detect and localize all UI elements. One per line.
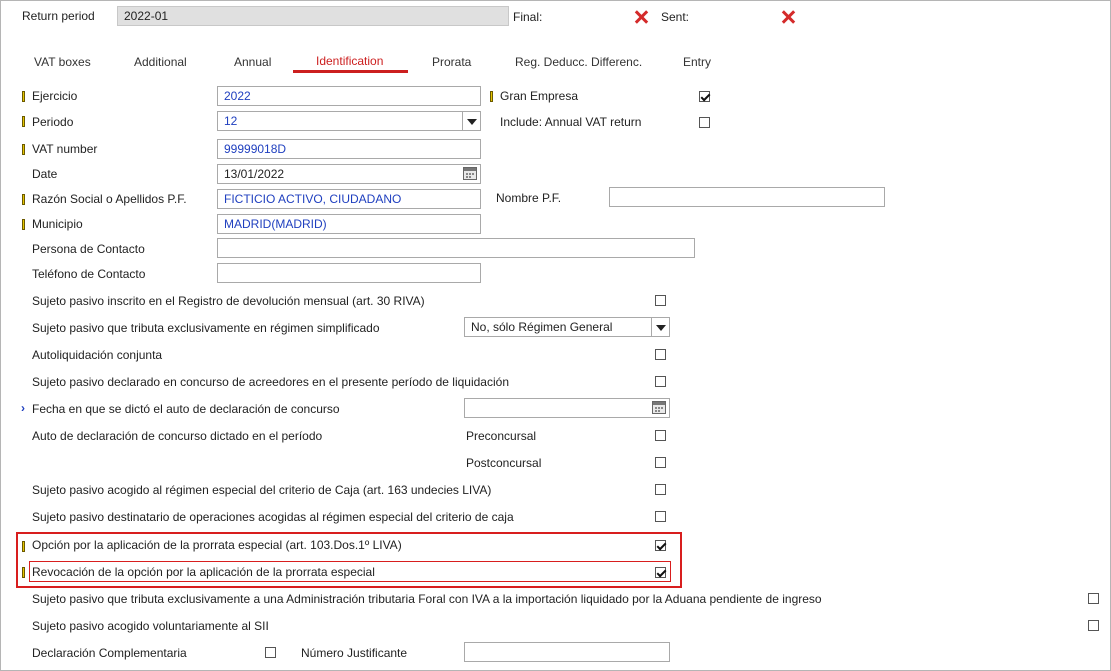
return-period-label: Return period (22, 9, 95, 23)
tab-reg-deducc-differenc[interactable]: Reg. Deducc. Differenc. (515, 55, 643, 69)
regimen-simplificado-value: No, sólo Régimen General (471, 320, 613, 334)
postconcursal-checkbox[interactable] (655, 457, 666, 468)
gran-empresa-label: Gran Empresa (500, 89, 579, 103)
regimen-simplificado-label: Sujeto pasivo que tributa exclusivamente en régimen simplificado (32, 321, 380, 335)
date-field[interactable] (217, 164, 481, 184)
telefono-contacto-label: Teléfono de Contacto (32, 267, 146, 281)
numero-justificante-label: Número Justificante (301, 646, 408, 660)
tab-vat-boxes[interactable]: VAT boxes (34, 55, 91, 69)
date-label: Date (32, 167, 58, 181)
administracion-foral-checkbox[interactable] (1088, 593, 1099, 604)
required-marker (22, 541, 25, 552)
gran-empresa-checkbox[interactable] (699, 91, 710, 102)
chevron-right-icon: › (21, 401, 25, 415)
registro-devolucion-checkbox[interactable] (655, 295, 666, 306)
administracion-foral-label: Sujeto pasivo que tributa exclusivamente a una Administración tributaria Foral con IVA a la importación liquidado por la Aduana pendiente de ingreso (32, 592, 822, 606)
tab-entry[interactable]: Entry (683, 55, 712, 69)
revocacion-prorrata-checkbox[interactable] (655, 567, 666, 578)
required-marker (22, 194, 25, 205)
telefono-contacto-field[interactable] (217, 263, 481, 283)
final-label: Final: (513, 10, 543, 24)
sii-voluntario-checkbox[interactable] (1088, 620, 1099, 631)
required-marker (22, 116, 25, 127)
tab-additional[interactable]: Additional (134, 55, 187, 69)
numero-justificante-field[interactable] (464, 642, 670, 662)
fecha-auto-concurso-label: Fecha en que se dictó el auto de declaración de concurso (32, 402, 340, 416)
municipio-field[interactable]: MADRID(MADRID) (217, 214, 481, 234)
cross-icon (634, 10, 648, 24)
required-marker (22, 144, 25, 155)
include-annual-label: Include: Annual VAT return (500, 115, 642, 129)
required-marker (490, 91, 493, 102)
required-marker (22, 219, 25, 230)
tab-identification[interactable]: Identification (316, 54, 384, 68)
razon-social-field[interactable]: FICTICIO ACTIVO, CIUDADANO (217, 189, 481, 209)
prorrata-especial-checkbox[interactable] (655, 540, 666, 551)
required-marker (22, 91, 25, 102)
tab-annual[interactable]: Annual (234, 55, 272, 69)
persona-contacto-label: Persona de Contacto (32, 242, 145, 256)
active-tab-underline (293, 70, 408, 73)
declaracion-complementaria-checkbox[interactable] (265, 647, 276, 658)
preconcursal-label: Preconcursal (466, 429, 537, 443)
autoliquidacion-conjunta-label: Autoliquidación conjunta (32, 348, 163, 362)
include-annual-checkbox[interactable] (699, 117, 710, 128)
return-period-field[interactable]: 2022-01 (117, 6, 509, 26)
razon-social-label: Razón Social o Apellidos P.F. (32, 192, 187, 206)
nombre-pf-label: Nombre P.F. (496, 191, 562, 205)
nombre-pf-field[interactable] (609, 187, 885, 207)
registro-devolucion-label: Sujeto pasivo inscrito en el Registro de devolución mensual (art. 30 RIVA) (32, 294, 425, 308)
cross-icon (781, 10, 795, 24)
autoliquidacion-conjunta-checkbox[interactable] (655, 349, 666, 360)
postconcursal-label: Postconcursal (466, 456, 542, 470)
date-value: 13/01/2022 (224, 167, 285, 181)
persona-contacto-field[interactable] (217, 238, 695, 258)
tab-prorata[interactable]: Prorata (432, 55, 472, 69)
ejercicio-field[interactable]: 2022 (217, 86, 481, 106)
required-marker (22, 567, 25, 578)
declaracion-complementaria-label: Declaración Complementaria (32, 646, 187, 660)
regimen-simplificado-select[interactable] (464, 317, 670, 337)
revocacion-prorrata-label: Revocación de la opción por la aplicación de la prorrata especial (32, 565, 375, 579)
sent-label: Sent: (661, 10, 690, 24)
municipio-label: Municipio (32, 217, 83, 231)
chevron-down-icon[interactable] (651, 318, 669, 336)
auto-concurso-periodo-label: Auto de declaración de concurso dictado en el período (32, 429, 323, 443)
concurso-acreedores-checkbox[interactable] (655, 376, 666, 387)
criterio-caja-checkbox[interactable] (655, 484, 666, 495)
destinatario-caja-checkbox[interactable] (655, 511, 666, 522)
destinatario-caja-label: Sujeto pasivo destinatario de operaciones acogidas al régimen especial del criterio de caja (32, 510, 514, 524)
preconcursal-checkbox[interactable] (655, 430, 666, 441)
ejercicio-label: Ejercicio (32, 89, 78, 103)
periodo-value: 12 (224, 114, 238, 128)
criterio-caja-label: Sujeto pasivo acogido al régimen especial del criterio de Caja (art. 163 undecies LIVA) (32, 483, 492, 497)
chevron-down-icon[interactable] (462, 112, 480, 130)
calendar-icon[interactable] (652, 401, 666, 414)
periodo-select[interactable] (217, 111, 481, 131)
vat-number-field[interactable]: 99999018D (217, 139, 481, 159)
fecha-auto-concurso-field[interactable] (464, 398, 670, 418)
vat-number-label: VAT number (32, 142, 98, 156)
calendar-icon[interactable] (463, 167, 477, 180)
concurso-acreedores-label: Sujeto pasivo declarado en concurso de acreedores en el presente período de liquidación (32, 375, 509, 389)
periodo-label: Periodo (32, 115, 74, 129)
sii-voluntario-label: Sujeto pasivo acogido voluntariamente al SII (32, 619, 269, 633)
prorrata-especial-label: Opción por la aplicación de la prorrata especial (art. 103.Dos.1º LIVA) (32, 538, 402, 552)
